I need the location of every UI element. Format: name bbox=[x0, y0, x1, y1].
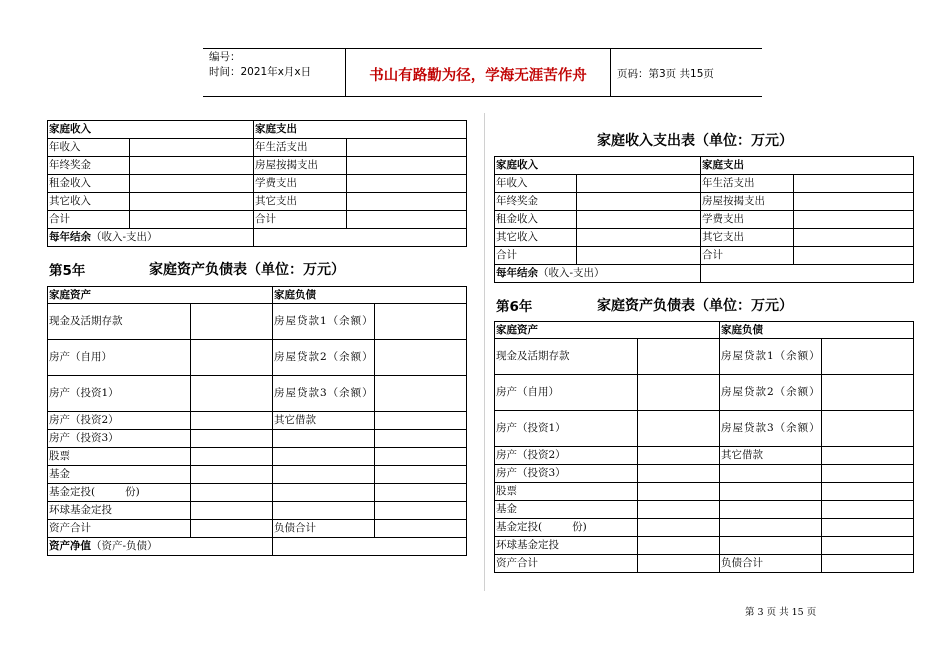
value-cell bbox=[347, 157, 467, 175]
value-cell bbox=[191, 502, 273, 520]
row-label: 合计 bbox=[701, 247, 794, 265]
value-cell bbox=[638, 537, 720, 555]
value-cell bbox=[375, 484, 467, 502]
row-label: 资产合计 bbox=[48, 520, 191, 538]
row-label: 学费支出 bbox=[701, 211, 794, 229]
row-label: 股票 bbox=[48, 448, 191, 466]
annual-surplus-note: （收入-支出） bbox=[91, 231, 158, 243]
value-cell bbox=[375, 448, 467, 466]
value-cell bbox=[347, 211, 467, 229]
right-balance-table bbox=[494, 321, 914, 573]
value-cell bbox=[273, 538, 467, 556]
row-label: 其它支出 bbox=[701, 229, 794, 247]
value-cell bbox=[638, 375, 720, 411]
row-label bbox=[720, 483, 822, 501]
row-label bbox=[720, 519, 822, 537]
right-income-title: 家庭收入支出表（单位：万元） bbox=[597, 133, 793, 149]
right-balance-title: 家庭资产负债表（单位：万元） bbox=[597, 298, 793, 314]
header-page-info: 页码：第3页 共15页 bbox=[617, 68, 714, 80]
value-cell bbox=[794, 247, 914, 265]
row-label: 基金定投( 份) bbox=[495, 519, 638, 537]
value-cell bbox=[191, 430, 273, 448]
row-label: 租金收入 bbox=[48, 175, 130, 193]
left-balance-title: 家庭资产负债表（单位：万元） bbox=[149, 262, 345, 278]
value-cell bbox=[577, 175, 701, 193]
value-cell bbox=[638, 501, 720, 519]
value-cell bbox=[130, 193, 254, 211]
value-cell bbox=[375, 466, 467, 484]
assets-header: 家庭资产 bbox=[48, 287, 273, 304]
row-label: 合计 bbox=[495, 247, 577, 265]
value-cell bbox=[822, 411, 914, 447]
value-cell bbox=[822, 339, 914, 375]
value-cell bbox=[191, 412, 273, 430]
value-cell bbox=[794, 175, 914, 193]
value-cell bbox=[794, 211, 914, 229]
value-cell bbox=[191, 304, 273, 340]
value-cell bbox=[794, 229, 914, 247]
assets-header: 家庭资产 bbox=[495, 322, 720, 339]
value-cell bbox=[191, 340, 273, 376]
row-label: 环球基金定投 bbox=[495, 537, 638, 555]
row-label: 房屋按揭支出 bbox=[701, 193, 794, 211]
row-label: 房产（投资1） bbox=[495, 411, 638, 447]
value-cell bbox=[375, 340, 467, 376]
right-income-table bbox=[494, 156, 914, 283]
row-label bbox=[273, 430, 375, 448]
row-label: 房产（投资3） bbox=[48, 430, 191, 448]
row-label: 租金收入 bbox=[495, 211, 577, 229]
page-footer: 第 3 页 共 15 页 bbox=[745, 607, 817, 618]
expense-header: 家庭支出 bbox=[701, 157, 914, 175]
row-label: 合计 bbox=[48, 211, 130, 229]
value-cell bbox=[822, 375, 914, 411]
row-label: 房屋贷款1（余额） bbox=[720, 339, 822, 375]
row-label: 房屋贷款3（余额） bbox=[273, 376, 375, 412]
row-label: 房产（投资3） bbox=[495, 465, 638, 483]
value-cell bbox=[130, 211, 254, 229]
row-label: 现金及活期存款 bbox=[48, 304, 191, 340]
annual-surplus-bold: 每年结余 bbox=[49, 231, 91, 243]
value-cell bbox=[638, 483, 720, 501]
row-label: 其它收入 bbox=[495, 229, 577, 247]
value-cell bbox=[638, 465, 720, 483]
value-cell bbox=[638, 519, 720, 537]
expense-header: 家庭支出 bbox=[254, 121, 467, 139]
row-label: 负债合计 bbox=[273, 520, 375, 538]
row-label: 股票 bbox=[495, 483, 638, 501]
row-label: 房产（投资1） bbox=[48, 376, 191, 412]
row-label: 房屋贷款3（余额） bbox=[720, 411, 822, 447]
value-cell bbox=[347, 175, 467, 193]
value-cell bbox=[822, 555, 914, 573]
value-cell bbox=[130, 175, 254, 193]
value-cell bbox=[191, 448, 273, 466]
row-label: 现金及活期存款 bbox=[495, 339, 638, 375]
annual-surplus-bold: 每年结余 bbox=[496, 267, 538, 279]
row-label: 负债合计 bbox=[720, 555, 822, 573]
left-balance-table bbox=[47, 286, 467, 556]
row-label: 资产合计 bbox=[495, 555, 638, 573]
value-cell bbox=[638, 555, 720, 573]
value-cell bbox=[577, 247, 701, 265]
row-label: 其它收入 bbox=[48, 193, 130, 211]
row-label: 房产（自用） bbox=[495, 375, 638, 411]
value-cell bbox=[191, 466, 273, 484]
header-divider-2 bbox=[610, 48, 611, 96]
row-label bbox=[273, 448, 375, 466]
value-cell bbox=[130, 157, 254, 175]
value-cell bbox=[191, 520, 273, 538]
row-label: 合计 bbox=[254, 211, 347, 229]
value-cell bbox=[577, 229, 701, 247]
row-label: 其它借款 bbox=[720, 447, 822, 465]
value-cell bbox=[794, 193, 914, 211]
left-income-table bbox=[47, 120, 467, 247]
net-assets-note: （资产-负债） bbox=[91, 540, 158, 552]
value-cell bbox=[822, 519, 914, 537]
row-label: 年生活支出 bbox=[254, 139, 347, 157]
liabilities-header: 家庭负债 bbox=[273, 287, 467, 304]
row-label bbox=[273, 466, 375, 484]
net-assets-bold: 资产净值 bbox=[49, 540, 91, 552]
row-label: 环球基金定投 bbox=[48, 502, 191, 520]
row-label: 房屋贷款2（余额） bbox=[273, 340, 375, 376]
row-label bbox=[720, 465, 822, 483]
value-cell bbox=[254, 229, 467, 247]
column-divider bbox=[484, 113, 485, 591]
value-cell bbox=[822, 537, 914, 555]
liabilities-header: 家庭负债 bbox=[720, 322, 914, 339]
motto: 书山有路勤为径，学海无涯苦作舟 bbox=[369, 68, 587, 84]
value-cell bbox=[822, 483, 914, 501]
row-label: 年生活支出 bbox=[701, 175, 794, 193]
value-cell bbox=[822, 465, 914, 483]
year-5-label: 第5年 bbox=[49, 263, 86, 279]
value-cell bbox=[822, 501, 914, 519]
value-cell bbox=[638, 411, 720, 447]
value-cell bbox=[375, 520, 467, 538]
value-cell bbox=[638, 339, 720, 375]
value-cell bbox=[577, 193, 701, 211]
value-cell bbox=[577, 211, 701, 229]
year-6-label: 第6年 bbox=[496, 299, 533, 315]
row-label: 房屋按揭支出 bbox=[254, 157, 347, 175]
annual-surplus-label bbox=[48, 229, 254, 247]
row-label bbox=[273, 484, 375, 502]
value-cell bbox=[347, 193, 467, 211]
row-label bbox=[720, 537, 822, 555]
row-label: 学费支出 bbox=[254, 175, 347, 193]
net-assets-label bbox=[48, 538, 273, 556]
value-cell bbox=[191, 484, 273, 502]
header-top-rule bbox=[203, 48, 762, 49]
header-bottom-rule bbox=[203, 96, 762, 97]
row-label: 其它借款 bbox=[273, 412, 375, 430]
value-cell bbox=[701, 265, 914, 283]
row-label: 年收入 bbox=[495, 175, 577, 193]
row-label: 年收入 bbox=[48, 139, 130, 157]
row-label: 房产（自用） bbox=[48, 340, 191, 376]
value-cell bbox=[375, 430, 467, 448]
row-label: 基金定投( 份) bbox=[48, 484, 191, 502]
row-label: 年终奖金 bbox=[48, 157, 130, 175]
row-label: 房产（投资2） bbox=[48, 412, 191, 430]
annual-surplus-label bbox=[495, 265, 701, 283]
value-cell bbox=[347, 139, 467, 157]
value-cell bbox=[822, 447, 914, 465]
row-label: 年终奖金 bbox=[495, 193, 577, 211]
code-label: 编号： bbox=[209, 51, 241, 63]
value-cell bbox=[375, 412, 467, 430]
row-label: 其它支出 bbox=[254, 193, 347, 211]
row-label bbox=[273, 502, 375, 520]
row-label: 基金 bbox=[495, 501, 638, 519]
time-label: 时间：2021年x月x日 bbox=[209, 66, 312, 78]
value-cell bbox=[375, 304, 467, 340]
value-cell bbox=[375, 502, 467, 520]
value-cell bbox=[191, 376, 273, 412]
row-label: 房屋贷款1（余额） bbox=[273, 304, 375, 340]
row-label bbox=[720, 501, 822, 519]
value-cell bbox=[638, 447, 720, 465]
value-cell bbox=[130, 139, 254, 157]
income-header: 家庭收入 bbox=[48, 121, 254, 139]
annual-surplus-note: （收入-支出） bbox=[538, 267, 605, 279]
value-cell bbox=[375, 376, 467, 412]
row-label: 基金 bbox=[48, 466, 191, 484]
row-label: 房产（投资2） bbox=[495, 447, 638, 465]
header-meta bbox=[209, 50, 311, 80]
row-label: 房屋贷款2（余额） bbox=[720, 375, 822, 411]
income-header: 家庭收入 bbox=[495, 157, 701, 175]
